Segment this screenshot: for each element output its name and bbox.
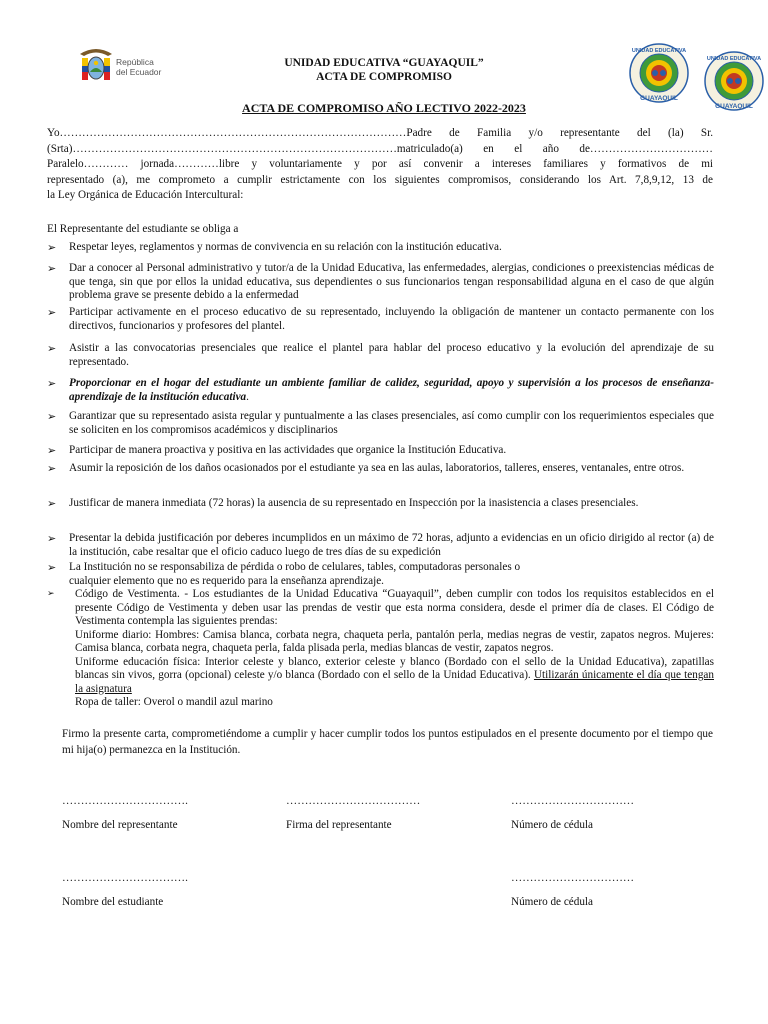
arrow-bullet-icon: ➢ bbox=[47, 262, 57, 275]
list-item bbox=[47, 262, 714, 303]
intro-line4: representado (a), me comprometo a cumplir estrictamente con los siguientes compromisos, considerando los Art. 7,8,9,12, 13 de bbox=[47, 173, 713, 186]
intro-line5: la Ley Orgánica de Educación Intercultural: bbox=[47, 189, 244, 201]
signature-line-id2: …………………………… bbox=[511, 872, 635, 884]
arrow-bullet-icon: ➢ bbox=[47, 410, 57, 423]
arrow-bullet-icon: ➢ bbox=[47, 342, 57, 355]
item-text: Asumir la reposición de los daños ocasionados por el estudiante ya sea en las aulas, laboratorios, talleres, enseres, ventanales, entre otros. bbox=[69, 462, 685, 474]
arrow-bullet-icon: ➢ bbox=[47, 377, 57, 390]
dress-code-pe-note: Utilizarán únicamente el día que tengan la asignatura bbox=[75, 669, 714, 695]
arrow-bullet-icon: ➢ bbox=[47, 532, 57, 545]
label-id1: Número de cédula bbox=[511, 819, 594, 831]
dress-code-workshop: Ropa de taller: Overol o mandil azul marino bbox=[75, 696, 273, 708]
arrow-bullet-icon: ➢ bbox=[47, 462, 57, 475]
list-item bbox=[47, 497, 714, 511]
signature-line-rep-sign: ……………………………… bbox=[286, 795, 421, 807]
list-item bbox=[47, 306, 714, 333]
list-item bbox=[47, 561, 714, 588]
arrow-bullet-icon: ➢ bbox=[47, 561, 57, 574]
intro-paragraph bbox=[47, 126, 713, 204]
arrow-bullet-icon: ➢ bbox=[47, 241, 57, 254]
closing-paragraph: Firmo la presente carta, comprometiéndome a cumplir y hacer cumplir todos los puntos estipulados en el presente documento por el tiempo que mi hija(o) permanezca en la Institución. bbox=[62, 728, 713, 756]
label-id2: Número de cédula bbox=[511, 896, 594, 908]
seal2-top-text: UNIDAD EDUCATIVA bbox=[706, 56, 762, 62]
seal1-top-text: UNIDAD EDUCATIVA bbox=[631, 48, 687, 54]
dress-code-pe: Uniforme educación física: Interior celeste y blanco, exterior celeste y blanco (Bordado con el sello de la Unidad Educativa), zapatillas blancas sin vivos, gorra (opcional) celeste y/o blanca (Bordado con el sello de la Unidad Educativa). bbox=[75, 655, 714, 681]
label-student-name: Nombre del estudiante bbox=[62, 896, 164, 908]
document-type: ACTA DE COMPROMISO bbox=[316, 71, 452, 83]
signature-line-id1: …………………………… bbox=[511, 795, 635, 807]
intro-line1: Yo…………………………………………………………………………………Padre de Familia y/o representante del (la) Sr. bbox=[47, 127, 713, 139]
list-item bbox=[47, 342, 714, 369]
item-text: Asistir a las convocatorias presenciales que realice el plantel para hablar del proceso educativo y la evolución del aprendizaje de su representado. bbox=[69, 342, 714, 368]
signature-line-student-name: ……………………………. bbox=[62, 872, 188, 884]
dress-code-section bbox=[47, 588, 714, 710]
dress-code-daily: Uniforme diario: Hombres: Camisa blanca, corbata negra, chaqueta perla, pantalón perla, medias negras de vestir, zapatos negros. Mujeres: Camisa blanca, corbata negra, chaqueta perla, falda plisada perla, medias blancas de vestir, zapatos negros. bbox=[75, 628, 714, 654]
republic-line2: del Ecuador bbox=[116, 67, 162, 77]
dress-code-intro: Código de Vestimenta. - Los estudiantes de la Unidad Educativa “Guayaquil”, deben cumplir con todos los requisitos establecidos en el presente Código de Vestimenta y deben usar las prendas de vestir que esta norma considera, desde el primer día de clases. El Código de Vestimenta contempla las siguientes prendas: bbox=[75, 588, 714, 627]
list-item bbox=[47, 241, 714, 255]
label-rep-sign: Firma del representante bbox=[286, 819, 392, 831]
item-text: La Institución no se responsabiliza de pérdida o robo de celulares, tables, computadoras personales o cualquier elemento que no es requerido para la enseñanza aprendizaje. bbox=[69, 561, 521, 587]
republic-line1: República bbox=[116, 57, 154, 67]
list-item bbox=[47, 444, 714, 458]
item-text: Justificar de manera inmediata (72 horas) la ausencia de su representado en Inspección por la inasistencia a clases presenciales. bbox=[69, 497, 639, 509]
signature-line-rep-name: ……………………………. bbox=[62, 795, 188, 807]
label-rep-name: Nombre del representante bbox=[62, 819, 178, 831]
list-item bbox=[47, 532, 714, 559]
item-text: Participar activamente en el proceso educativo de su representado, incluyendo la obligación de mantener un contacto permanente con los directivos, funcionarios y profesores del plantel. bbox=[69, 306, 714, 332]
item-text: Participar de manera proactiva y positiva en las actividades que organice la Institución Educativa. bbox=[69, 444, 507, 456]
item-text-emphasis: Proporcionar en el hogar del estudiante un ambiente familiar de calidez, seguridad, apoyo y supervisión a los procesos de enseñanza- aprendizaje de la institución educativa bbox=[69, 377, 714, 403]
item-text: Presentar la debida justificación por deberes incumplidos en un máximo de 72 horas, adjunto a evidencias en un oficio dirigido al rector (a) de la institución, cabe resaltar que el oficio caduco luego de tres días de su expedición bbox=[69, 532, 714, 558]
arrow-bullet-icon: ➢ bbox=[47, 589, 55, 599]
arrow-bullet-icon: ➢ bbox=[47, 306, 57, 319]
obligation-heading: El Representante del estudiante se obliga a bbox=[47, 223, 239, 235]
item-text: Respetar leyes, reglamentos y normas de convivencia en su relación con la institución educativa. bbox=[69, 241, 502, 253]
item-text: Dar a conocer al Personal administrativo y tutor/a de la Unidad Educativa, las enfermedades, alergias, condiciones o preexistencias médicas de que tenga, sin que por ellos la unidad educativa, sus dependientes o sus funcionarios tengan responsabilidad alguna en el caso de que algún problema grave se presente debido a la enfermedad bbox=[69, 262, 714, 301]
page-title: ACTA DE COMPROMISO AÑO LECTIVO 2022-2023 bbox=[242, 101, 526, 115]
intro-line2: (Srta)……………………………………………………………………………matriculado(a) en el año de…………………………… bbox=[47, 142, 713, 155]
intro-line3: Paralelo………… jornada…………libre y voluntariamente y por así convenir a intereses familiares y formativos de mi bbox=[47, 158, 713, 170]
school-title: UNIDAD EDUCATIVA “GUAYAQUIL” bbox=[284, 57, 484, 69]
seal1-bottom-text: GUAYAQUIL bbox=[640, 95, 678, 102]
list-item bbox=[47, 377, 714, 404]
item-text: Garantizar que su representado asista regular y puntualmente a las clases presenciales, así como cumplir con los requerimientos especiales que se soliciten en los compromisos académicos y disciplinarios bbox=[69, 410, 714, 436]
arrow-bullet-icon: ➢ bbox=[47, 497, 57, 510]
item-period: . bbox=[246, 390, 249, 403]
arrow-bullet-icon: ➢ bbox=[47, 444, 57, 457]
list-item bbox=[47, 462, 714, 476]
list-item bbox=[47, 410, 714, 437]
seal2-bottom-text: GUAYAQUIL bbox=[715, 103, 753, 110]
